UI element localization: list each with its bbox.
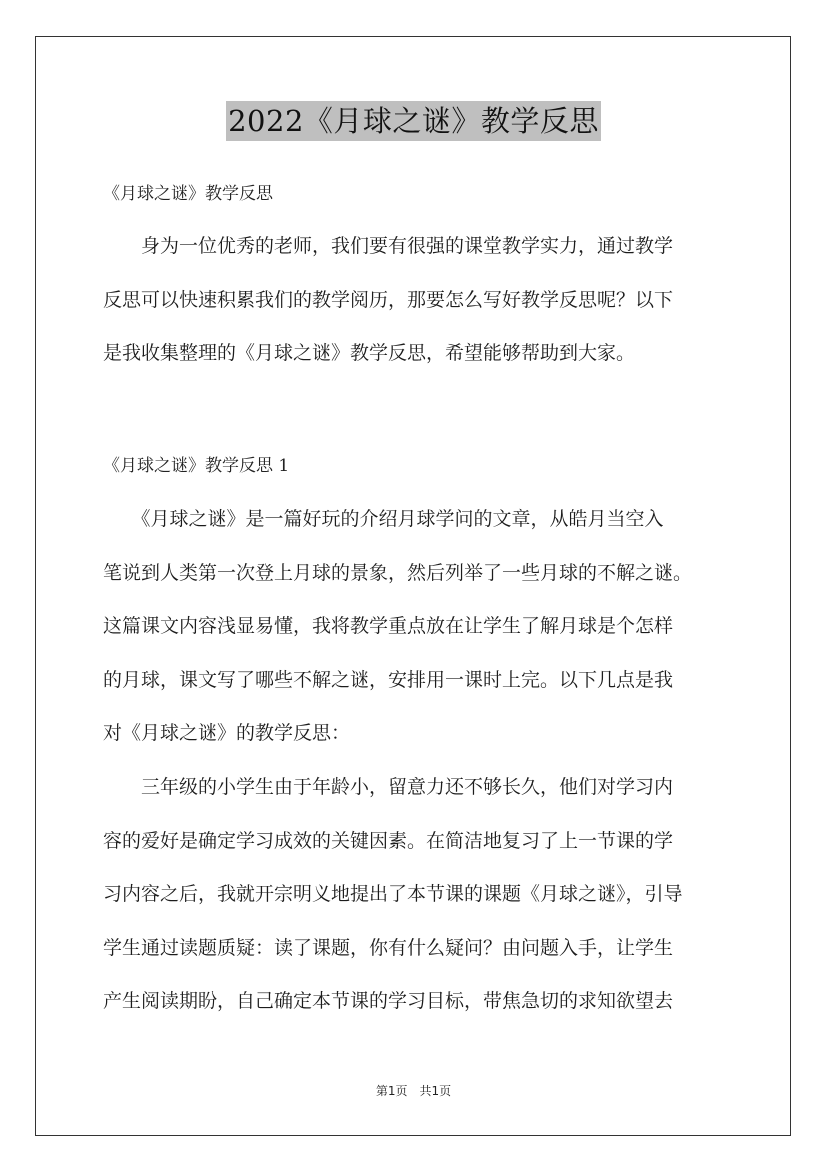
page-footer: 第1页 共1页 <box>375 1084 452 1098</box>
section-heading: 《月球之谜》教学反思 1 <box>103 456 290 476</box>
paragraph-line: 《月球之谜》是一篇好玩的介绍月球学问的文章，从皓月当空入 <box>103 508 664 530</box>
paragraph-line: 对《月球之谜》的教学反思： <box>103 722 351 744</box>
paragraph-line: 容的爱好是确定学习成效的关键因素。在简洁地复习了上一节课的学 <box>103 829 674 852</box>
document-title: 2022《月球之谜》教学反思 <box>226 101 601 141</box>
intro-paragraph <box>103 220 729 381</box>
paragraph-line: 三年级的小学生由于年龄小，留意力还不够长久，他们对学习内 <box>103 776 674 798</box>
paragraph-line: 这篇课文内容浅显易懂，我将教学重点放在让学生了解月球是个怎样 <box>103 615 674 637</box>
paragraph-line: 习内容之后，我就开宗明义地提出了本节课的课题《月球之谜》，引导 <box>103 883 683 905</box>
paragraph-line: 的月球，课文写了哪些不解之谜，安排用一课时上完。以下几点是我 <box>103 668 674 691</box>
body-paragraph-2 <box>103 761 729 1029</box>
paragraph-line: 反思可以快速积累我们的教学阅历，那要怎么写好教学反思呢？以下 <box>103 288 674 311</box>
document-subtitle: 《月球之谜》教学反思 <box>103 184 273 204</box>
paragraph-line: 是我收集整理的《月球之谜》教学反思，希望能够帮助到大家。 <box>103 342 636 364</box>
title-wrapper <box>0 101 827 141</box>
body-paragraph-1 <box>103 493 729 761</box>
paragraph-line: 学生通过读题质疑：读了课题，你有什么疑问？由问题入手，让学生 <box>103 936 674 959</box>
paragraph-line: 身为一位优秀的老师，我们要有很强的课堂教学实力，通过教学 <box>103 235 674 257</box>
paragraph-line: 产生阅读期盼，自己确定本节课的学习目标，带焦急切的求知欲望去 <box>103 990 674 1012</box>
paragraph-line: 笔说到人类第一次登上月球的景象，然后列举了一些月球的不解之谜。 <box>103 561 693 584</box>
